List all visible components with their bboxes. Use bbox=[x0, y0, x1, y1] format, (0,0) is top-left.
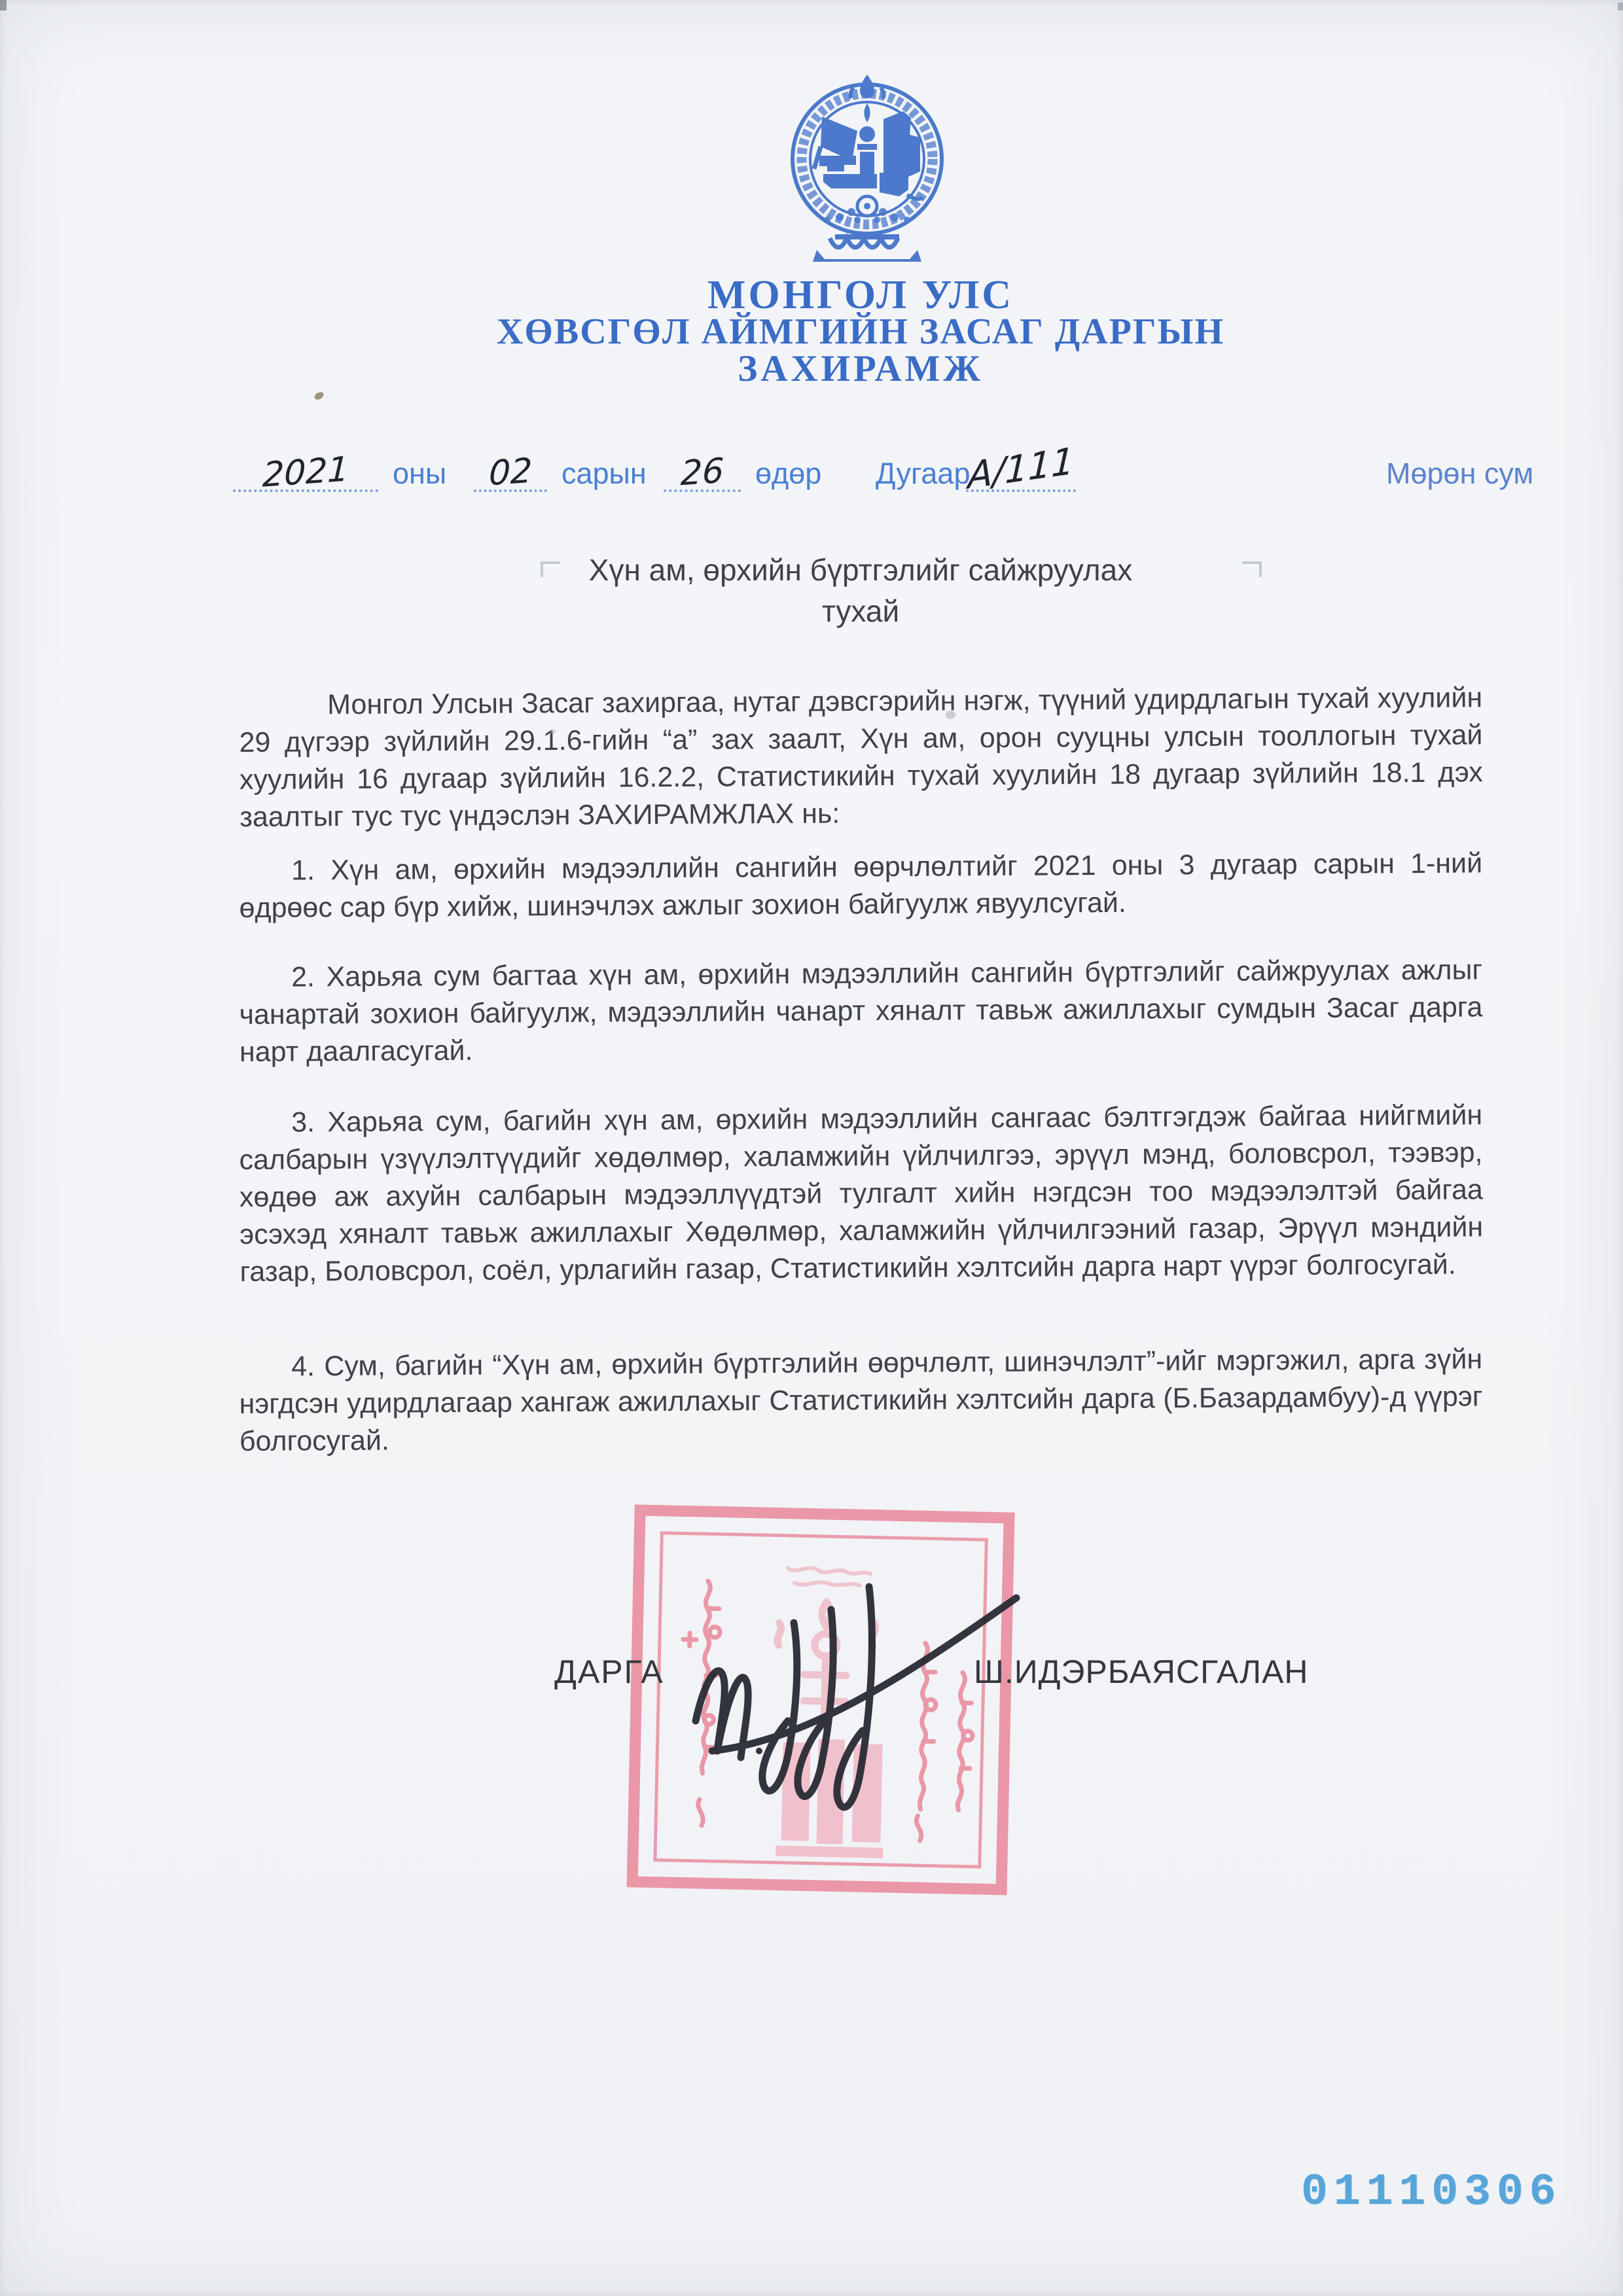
header-country: МОНГОЛ УЛС bbox=[707, 273, 1014, 317]
doc-number-blank bbox=[966, 439, 1076, 498]
signatory-role: ДАРГА bbox=[554, 1653, 664, 1690]
decree-item-1 bbox=[239, 845, 1483, 927]
date-month-blank bbox=[474, 453, 547, 492]
scan-speck bbox=[550, 729, 556, 734]
item-text: Сум, багийн “Хүн ам, өрхийн бүртгэлийн өөрчлөлт, шинэчлэлт”-ийг мэргэжил, арга зүйн нэгдсэн удирдлагаар хангаж ажиллахыг Статистикийн хэлтсийн дарга (Б.Базардамбуу)-д үүрэг болгосугай. bbox=[239, 1343, 1483, 1457]
item-number: 2. bbox=[291, 961, 315, 993]
mongolia-state-emblem-icon bbox=[784, 73, 950, 264]
signatory-name: Ш.ИДЭРБАЯСГАЛАН bbox=[974, 1653, 1309, 1690]
decree-item-4 bbox=[239, 1341, 1483, 1460]
subject-title bbox=[239, 550, 1482, 632]
item-text: Харьяа сум багтаа хүн ам, өрхийн мэдээллийн сангийн бүртгэлийг сайжруулах ажлыг чанартай зохион байгуулж, мэдээллийн чанарт хяналт тавьж ажиллахыг сумдын Засаг дарга нарт даалгасугай. bbox=[239, 954, 1483, 1068]
item-text: Харьяа сум, багийн хүн ам, өрхийн мэдээллийн сангаас бэлтгэгдэж байгаа нийгмийн салбарын үзүүлэлтүүдийг хөдөлмөр, халамжийн үйлчилгээ, эрүүл мэнд, боловсрол, тээвэр, хөдөө аж ахуйн салбарын мэдээллүүдтэй тулгалт хийн нэгдсэн тоо мэдээлэлтэй байгаа эсэхэд хяналт тавьж ажиллахыг Хөдөлмөр, халамжийн үйлчилгээний газар, Эрүүл мэндийн газар, Боловсрол, соёл, урлагийн газар, Статистикийн хэлтсийн дарга нарт үүрэг болгосугай. bbox=[239, 1099, 1484, 1288]
item-number: 4. bbox=[291, 1351, 315, 1383]
date-day-value: 26 bbox=[679, 451, 725, 494]
scan-speck bbox=[946, 711, 955, 719]
date-month-value: 02 bbox=[488, 451, 533, 494]
header-issuer: ХӨВСГӨЛ АЙМГИЙН ЗАСАГ ДАРГЫН bbox=[496, 311, 1225, 352]
date-month-label: сарын bbox=[562, 457, 647, 490]
subject-title-line2: тухай bbox=[821, 594, 900, 628]
subject-title-line1: Хүн ам, өрхийн бүртгэлийг сайжруулах bbox=[588, 553, 1133, 587]
registry-number-stamp: 01110306 bbox=[1301, 2167, 1562, 2217]
scan-edge-artifact bbox=[0, 0, 7, 10]
decree-item-3 bbox=[239, 1097, 1484, 1291]
scan-edge-artifact bbox=[1618, 3, 1623, 10]
date-day-blank bbox=[664, 453, 741, 492]
item-text: Хүн ам, өрхийн мэдээллийн сангийн өөрчлөлтийг 2021 оны 3 дугаар сарын 1-ний өдрөөс сар бүр хийж, шинэчлэх ажлыг зохион байгуулж явуулсугай. bbox=[239, 847, 1483, 924]
scan-speck bbox=[313, 391, 325, 401]
doc-number-value: А/111 bbox=[967, 439, 1075, 498]
date-year-value: 2021 bbox=[261, 450, 350, 495]
preamble-paragraph: Монгол Улсын Засаг захиргаа, нутаг дэвсгэрийн нэгж, түүний удирдлагын тухай хуулийн 29 дүгээр зүйлийн 29.1.6-гийн “а” зах заалт, Хүн ам, орон сууцны улсын тооллогын тухай хуулийн 16 дугаар зүйлийн 16.2.2, Статистикийн тухай хуулийн 18 дугаар зүйлийн 18.1 дэх заалтыг тус тус үндэслэн ЗАХИРАМЖЛАХ нь: bbox=[239, 682, 1483, 833]
date-year-label: оны bbox=[393, 457, 447, 490]
item-number: 1. bbox=[291, 855, 315, 887]
doc-number-label: Дугаар bbox=[876, 457, 971, 490]
governor-signature-icon bbox=[660, 1525, 1039, 1832]
date-day-label: өдөр bbox=[755, 457, 822, 490]
item-number: 3. bbox=[291, 1106, 315, 1139]
header-doc-type: ЗАХИРАМЖ bbox=[738, 348, 984, 389]
decree-item-2 bbox=[239, 951, 1483, 1071]
date-year-blank bbox=[233, 450, 378, 495]
place-name: Мөрөн сум bbox=[1386, 457, 1534, 490]
